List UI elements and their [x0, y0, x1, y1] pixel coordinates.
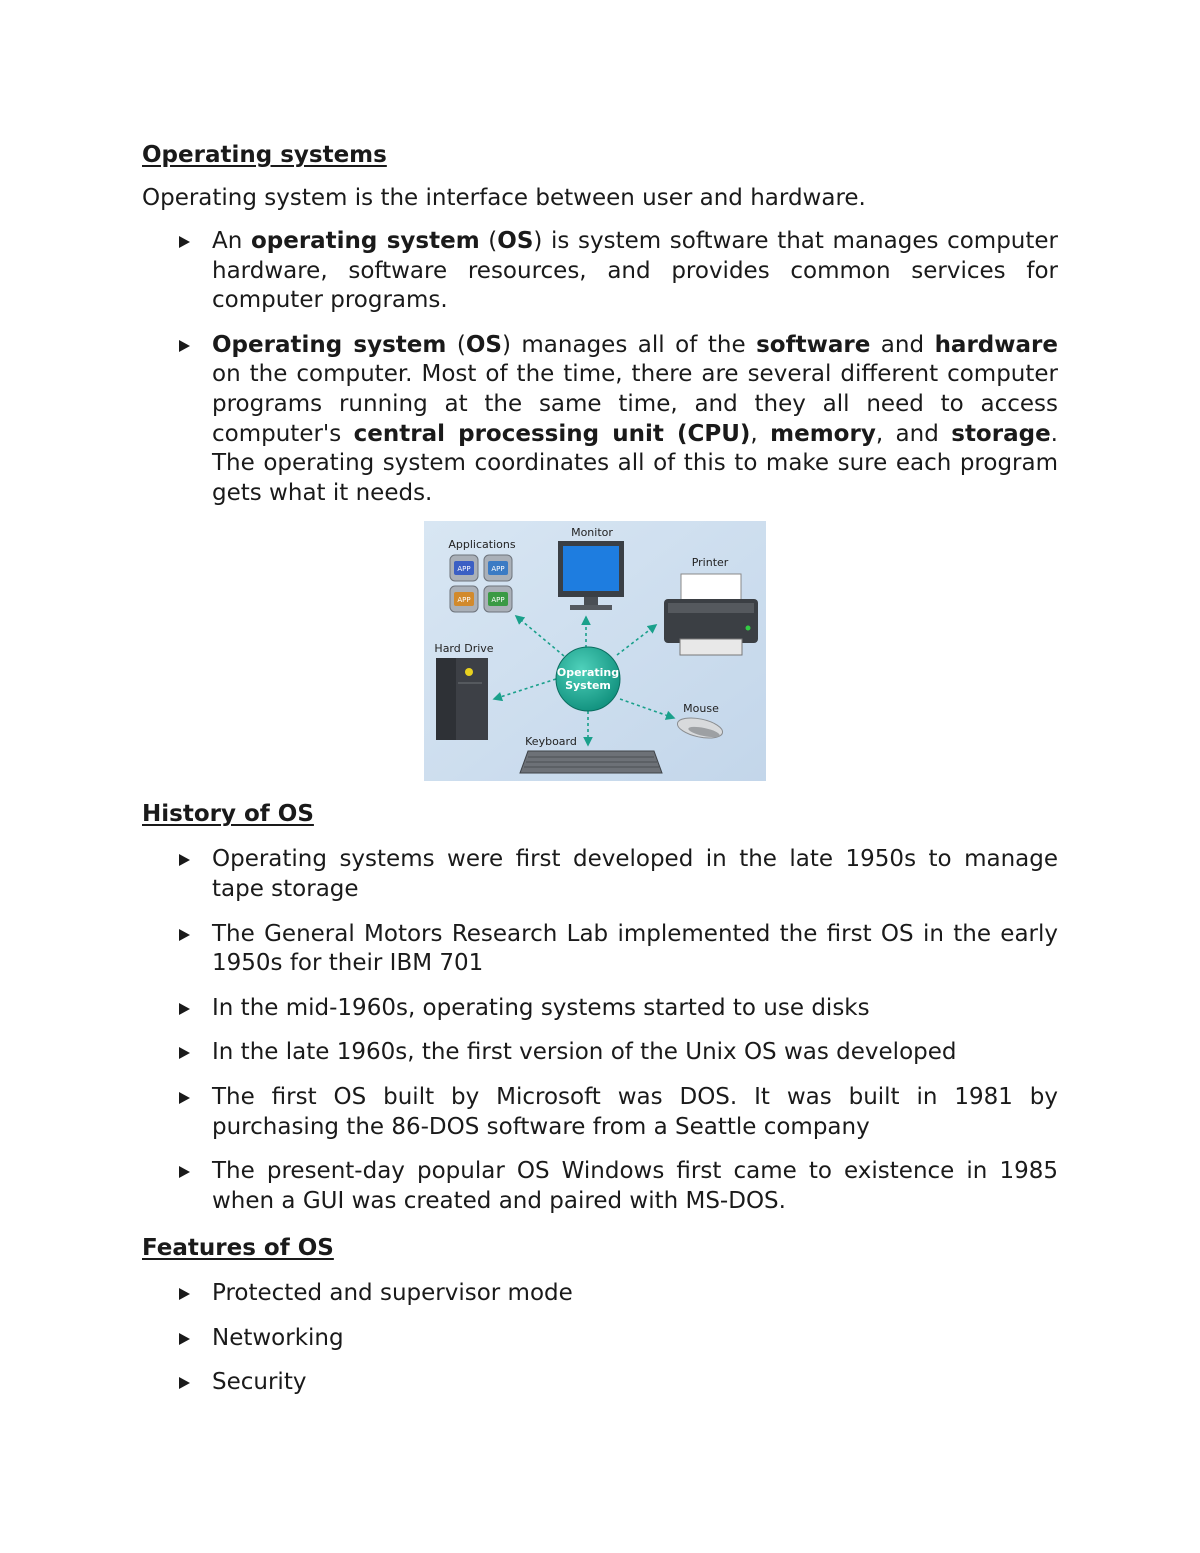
triangle-bullet-icon [179, 1003, 190, 1015]
triangle-bullet-icon [179, 340, 190, 352]
list-item: The first OS built by Microsoft was DOS. It was built in 1981 by purchasing the 86-DOS software from a Seattle company [142, 1083, 1058, 1142]
triangle-bullet-icon [179, 854, 190, 866]
keyboard-icon [520, 751, 662, 773]
svg-text:APP: APP [491, 596, 505, 605]
list-item: The present-day popular OS Windows first came to existence in 1985 when a GUI was created and paired with MS-DOS. [142, 1157, 1058, 1216]
list-item: Operating system (OS) manages all of the software and hardware on the computer. Most of the time, there are several different computer programs running at the same time, and they all need to access computer's central processing unit (CPU), memory, and storage. The operating system coordinates all of this to make sure each program gets what it needs. [142, 331, 1058, 509]
hard-drive-icon [436, 658, 488, 740]
list-item: Operating systems were first developed in the late 1950s to manage tape storage [142, 845, 1058, 904]
hard-drive-label: Hard Drive [434, 642, 494, 656]
triangle-bullet-icon [179, 1288, 190, 1300]
svg-text:APP: APP [457, 565, 471, 574]
intro-paragraph: Operating system is the interface between user and hardware. [142, 185, 866, 211]
os-center-line2: System [565, 679, 611, 693]
triangle-bullet-icon [179, 1333, 190, 1345]
list-item: Security [142, 1368, 1058, 1398]
os-diagram [424, 521, 766, 781]
svg-text:APP: APP [491, 565, 505, 574]
operating-system-node [556, 647, 620, 711]
keyboard-label: Keyboard [525, 735, 577, 749]
os-diagram-figure [424, 521, 766, 781]
svg-text:APP: APP [457, 596, 471, 605]
triangle-bullet-icon [179, 929, 190, 941]
heading-history-of-os: History of OS [142, 801, 314, 828]
list-item: The General Motors Research Lab implemented the first OS in the early 1950s for their IBM 701 [142, 920, 1058, 979]
list-item: An operating system (OS) is system software that manages computer hardware, software resources, and provides common services for computer programs. [142, 227, 1058, 316]
list-item: In the mid-1960s, operating systems started to use disks [142, 994, 1058, 1024]
heading-features-of-os: Features of OS [142, 1235, 334, 1262]
heading-operating-systems: Operating systems [142, 142, 387, 168]
triangle-bullet-icon [179, 1092, 190, 1104]
list-item: Protected and supervisor mode [142, 1279, 1058, 1309]
history-list [142, 845, 1058, 1216]
printer-label: Printer [691, 556, 729, 570]
document-content [142, 138, 1058, 1413]
triangle-bullet-icon [179, 1047, 190, 1059]
triangle-bullet-icon [179, 1377, 190, 1389]
os-center-line1: Operating [556, 666, 620, 680]
features-list [142, 1279, 1058, 1398]
list-item: In the late 1960s, the first version of the Unix OS was developed [142, 1038, 1058, 1068]
applications-label: Applications [448, 538, 516, 552]
triangle-bullet-icon [179, 236, 190, 248]
monitor-label: Monitor [571, 526, 613, 540]
definition-list [142, 227, 1058, 508]
list-item: Networking [142, 1324, 1058, 1354]
triangle-bullet-icon [179, 1166, 190, 1178]
mouse-label: Mouse [683, 702, 719, 716]
